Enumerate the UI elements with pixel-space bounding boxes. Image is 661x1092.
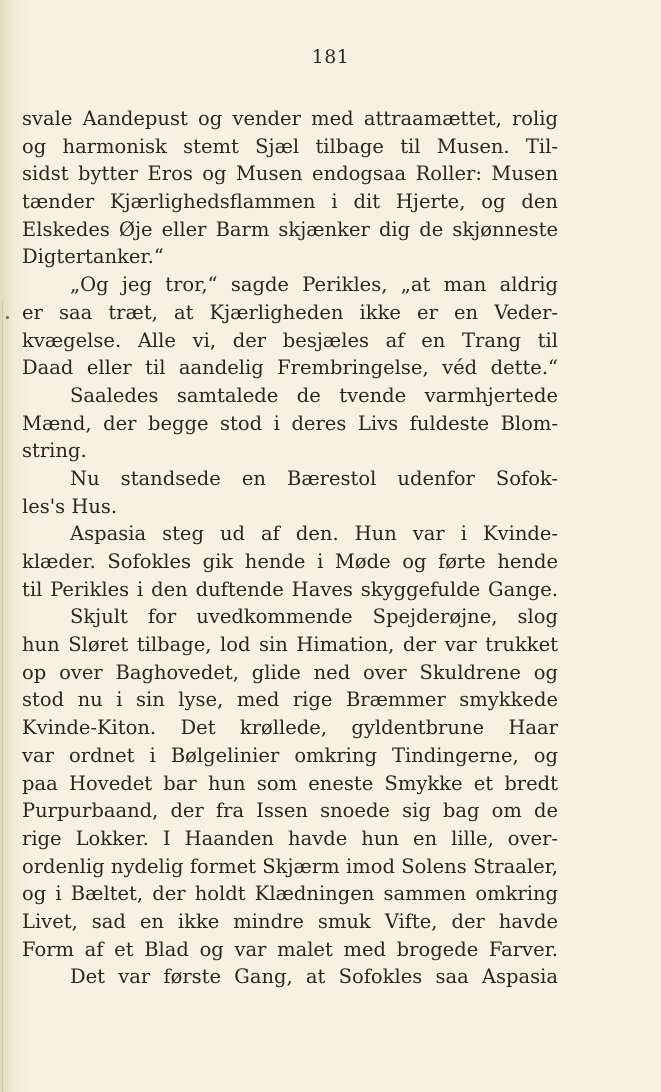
text-line: Purpurbaand, der fra Issen snoede sig bag om de bbox=[22, 799, 558, 823]
text-line: sidst bytter Eros og Musen endogsaa Roller: Musen bbox=[22, 162, 558, 186]
text-line: les's Hus. bbox=[22, 494, 118, 518]
text-line: Mænd, der begge stod i deres Livs fuldeste Blom- bbox=[22, 411, 558, 435]
text-line: tænder Kjærlighedsflammen i dit Hjerte, og den bbox=[22, 190, 558, 214]
text-line: „Og jeg tror,“ sagde Perikles, „at man aldrig bbox=[70, 273, 558, 297]
margin-mark bbox=[6, 316, 9, 319]
text-line: svale Aandepust og vender med attraamættet, rolig bbox=[22, 107, 558, 130]
text-line: ordenlig nydelig formet Skjærm imod Solens Straaler, bbox=[22, 854, 558, 878]
text-line: op over Baghovedet, glide ned over Skuldrene og bbox=[22, 660, 558, 684]
text-line: kvægelse. Alle vi, der besjæles af en Trang til bbox=[22, 328, 558, 352]
text-line: Elskedes Øje eller Barm skjænker dig de skjønneste bbox=[22, 217, 558, 241]
text-line: Livet, sad en ikke mindre smuk Vifte, der havde bbox=[22, 909, 558, 933]
text-line: og harmonisk stemt Sjæl tilbage til Musen. Til- bbox=[22, 134, 558, 158]
text-line: klæder. Sofokles gik hende i Møde og førte hende bbox=[22, 550, 558, 573]
text-line: Digtertanker.“ bbox=[22, 245, 164, 269]
text-line: og i Bæltet, der holdt Klædningen sammen omkring bbox=[22, 882, 558, 906]
text-line: hun Sløret tilbage, lod sin Himation, der var trukket bbox=[22, 633, 558, 657]
text-line: Aspasia steg ud af den. Hun var i Kvinde- bbox=[70, 522, 558, 546]
text-line: Form af et Blad og var malet med brogede Farver. bbox=[22, 937, 558, 961]
body-text bbox=[22, 105, 558, 991]
text-line: Daad eller til aandelig Frembringelse, véd dette.“ bbox=[22, 356, 558, 380]
text-line: rige Lokker. I Haanden havde hun en lille, over- bbox=[22, 826, 558, 850]
page-number: 181 bbox=[311, 46, 350, 68]
text-line: Det var første Gang, at Sofokles saa Aspasia bbox=[70, 965, 558, 989]
text-line: stod nu i sin lyse, med rige Bræmmer smykkede bbox=[22, 688, 558, 712]
text-line: string. bbox=[22, 439, 87, 463]
text-line: til Perikles i den duftende Haves skyggefulde Gange. bbox=[22, 577, 558, 601]
text-line: Kvinde-Kiton. Det krøllede, gyldentbrune Haar bbox=[22, 716, 558, 740]
text-line: Saaledes samtalede de tvende varmhjertede bbox=[70, 383, 558, 407]
text-line: Skjult for uvedkommende Spejderøjne, slog bbox=[70, 605, 558, 629]
text-line: paa Hovedet bar hun som eneste Smykke et bredt bbox=[22, 771, 558, 795]
text-line: er saa træt, at Kjærligheden ikke er en Veder- bbox=[22, 300, 558, 324]
text-line: var ordnet i Bølgelinier omkring Tindingerne, og bbox=[22, 743, 558, 767]
page-gutter-shadow bbox=[2, 300, 3, 1092]
text-line: Nu standsede en Bærestol udenfor Sofok- bbox=[70, 466, 558, 490]
